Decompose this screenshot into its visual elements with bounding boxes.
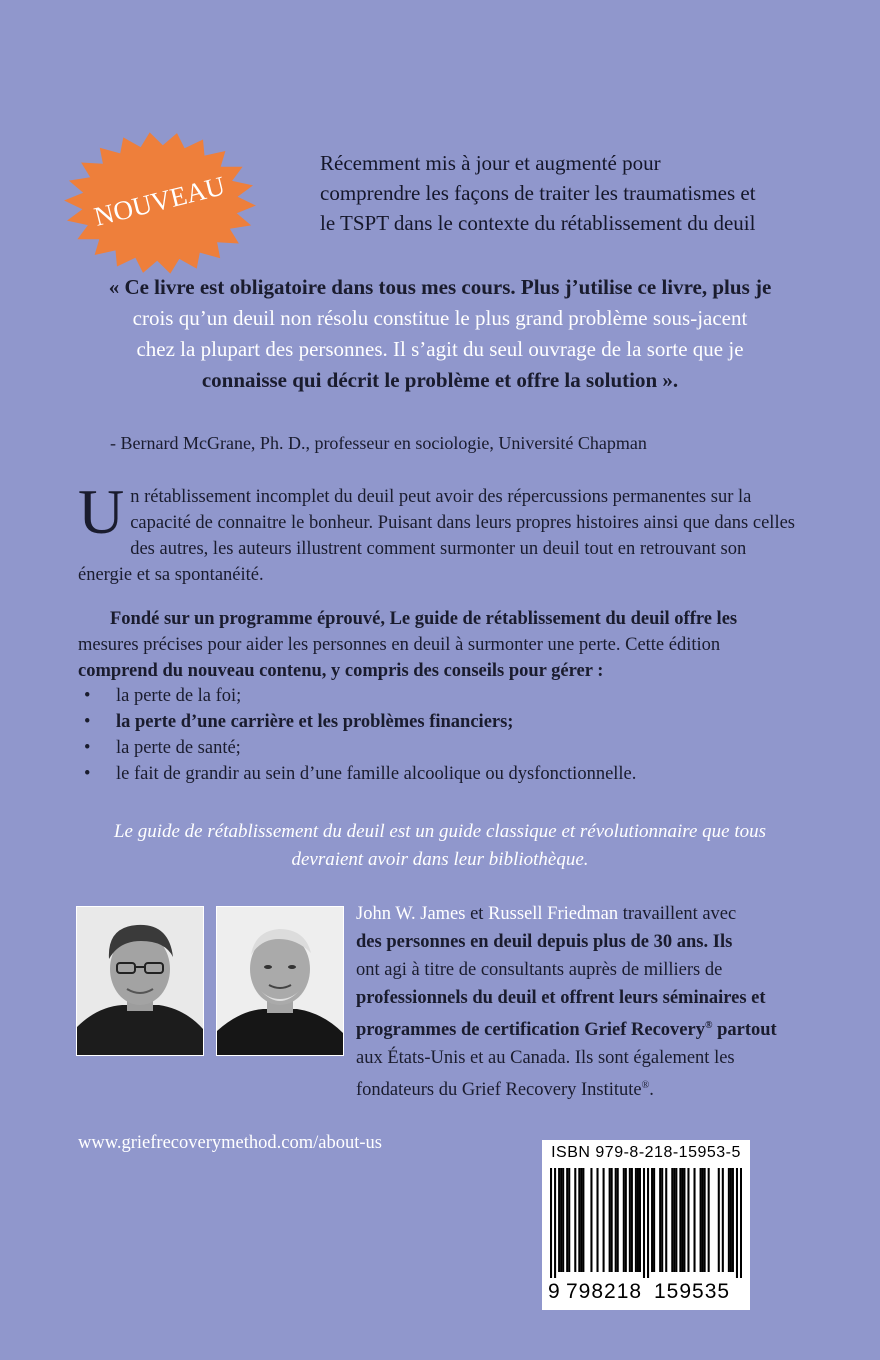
portrait-image [217, 907, 343, 1055]
drop-cap: U [78, 476, 125, 547]
badge-text: NOUVEAU [91, 170, 228, 232]
barcode-bar [675, 1168, 677, 1272]
portrait-image [77, 907, 203, 1055]
classic-statement [60, 818, 820, 874]
program-line-2: mesures précises pour aider les personnes en deuil à surmonter une perte. Cette édition [78, 635, 721, 655]
barcode-bar [651, 1168, 653, 1272]
barcode-bar [566, 1168, 568, 1272]
barcode-bar [623, 1168, 625, 1272]
barcode-bar [625, 1168, 627, 1272]
barcode-bar [578, 1168, 580, 1272]
bullet-marker: • [84, 686, 91, 706]
barcode-bar [704, 1168, 706, 1272]
barcode-bar [659, 1168, 661, 1272]
barcode-bar [661, 1168, 663, 1272]
starburst-shape [62, 128, 258, 278]
barcode-bar [730, 1168, 732, 1272]
barcode-bar [560, 1168, 562, 1272]
barcode-bar [574, 1168, 576, 1272]
barcode-bar [718, 1168, 720, 1272]
barcode-bar [603, 1168, 605, 1272]
barcode-bar [617, 1168, 619, 1272]
barcode-bar [647, 1168, 649, 1278]
barcode-bar [582, 1168, 584, 1272]
barcode-bar [708, 1168, 710, 1272]
quote-line-1: « Ce livre est obligatoire dans tous mes cours. Plus j’utilise ce livre, plus je [108, 275, 772, 299]
barcode-bar [558, 1168, 560, 1272]
list-item: • le fait de grandir au sein d’une famille alcoolique ou dysfonctionnelle. [78, 761, 636, 787]
barcode-digits-right: 159535 [654, 1280, 731, 1303]
barcode-bar [590, 1168, 592, 1272]
barcode-bar [740, 1168, 742, 1278]
intro-line-2: comprendre les façons de traiter les traumatismes et [320, 181, 756, 205]
author-name-1: John W. James [356, 904, 466, 924]
barcode-bars [550, 1168, 742, 1278]
barcode-bar [562, 1168, 564, 1272]
barcode-bar [728, 1168, 730, 1272]
barcode-bar [687, 1168, 689, 1272]
barcode-bar [596, 1168, 598, 1272]
topics-list [78, 683, 636, 787]
barcode-bar [681, 1168, 683, 1272]
barcode-bar [693, 1168, 695, 1272]
author-name-2: Russell Friedman [488, 904, 619, 924]
barcode-bar [629, 1168, 631, 1272]
barcode-bar [700, 1168, 702, 1272]
barcode-bar [671, 1168, 673, 1272]
barcode-bar [637, 1168, 639, 1272]
barcode-bar [568, 1168, 570, 1272]
isbn-barcode [542, 1140, 750, 1310]
intro-line-1: Récemment mis à jour et augmenté pour [320, 151, 661, 175]
quote-line-2: crois qu’un deuil non résolu constitue le plus grand problème sous-jacent [132, 306, 748, 330]
program-bold-line-1: Fondé sur un programme éprouvé, Le guide de rétablissement du deuil offre les [110, 609, 738, 629]
bullet-marker: • [84, 738, 91, 758]
author-photo-john-james [76, 906, 204, 1056]
barcode-bar [702, 1168, 704, 1272]
quote-line-3: chez la plupart des personnes. Il s’agit du seul ouvrage de la sorte que je [136, 337, 744, 361]
program-paragraph [78, 606, 778, 684]
description-text: n rétablissement incomplet du deuil peut avoir des répercussions permanentes sur la capacité de connaitre le bonheur. Puisant dans leurs propres histoires ainsi que dans celles des autres, les auteurs illustrent comment surmonter un deuil tout en retrouvant son énergie et sa spontanéité. [78, 487, 795, 585]
barcode-bar [643, 1168, 645, 1278]
barcode-bar [736, 1168, 738, 1278]
barcode-digits-left: 798218 [566, 1280, 643, 1303]
barcode-bar [631, 1168, 633, 1272]
registered-mark: ® [704, 1020, 713, 1031]
barcode-bar [673, 1168, 675, 1272]
barcode-bar [639, 1168, 641, 1272]
barcode-bar [665, 1168, 667, 1272]
barcode-bar [611, 1168, 613, 1272]
registered-mark: ® [641, 1080, 650, 1092]
barcode-lead-digit: 9 [548, 1280, 561, 1303]
bullet-marker: • [84, 712, 91, 732]
barcode-bar [615, 1168, 617, 1272]
website-url[interactable]: www.griefrecoverymethod.com/about-us [78, 1133, 382, 1153]
barcode-bar [722, 1168, 724, 1272]
barcode-bar [609, 1168, 611, 1272]
barcode-bar [554, 1168, 556, 1278]
barcode-bar [550, 1168, 552, 1278]
description-paragraph [78, 476, 798, 588]
intro-line-3: le TSPT dans le contexte du rétablissement du deuil [320, 211, 756, 235]
nouveau-badge [62, 128, 258, 278]
bullet-marker: • [84, 764, 91, 784]
isbn-label: ISBN 979-8-218-15953-5 [551, 1144, 741, 1161]
author-photo-russell-friedman [216, 906, 344, 1056]
classic-line-2: devraient avoir dans leur bibliothèque. [291, 849, 589, 870]
barcode-bar [635, 1168, 637, 1272]
quote-line-4: connaisse qui décrit le problème et offre la solution ». [201, 368, 679, 392]
list-item: • la perte de santé; [78, 735, 636, 761]
list-item: • la perte de la foi; [78, 683, 636, 709]
barcode-bar [653, 1168, 655, 1272]
barcode-bar [732, 1168, 734, 1272]
intro-text [320, 148, 840, 238]
barcode-bar [580, 1168, 582, 1272]
barcode-bar [679, 1168, 681, 1272]
program-bold-line-3: comprend du nouveau contenu, y compris des conseils pour gérer : [78, 661, 604, 681]
barcode-bar [683, 1168, 685, 1272]
quote-attribution: - Bernard McGrane, Ph. D., professeur en sociologie, Université Chapman [110, 433, 647, 453]
classic-line-1: Le guide de rétablissement du deuil est un guide classique et révolutionnaire que tous [113, 821, 767, 842]
list-item: • la perte d’une carrière et les problèmes financiers; [78, 709, 636, 735]
authors-bio: John W. James et Russell Friedman travaillent avec des personnes en deuil depuis plus de 30 ans. Ils ont agi à titre de consultants auprès de milliers de professionnels du deuil et offrent leurs séminaires et programmes de certification Grief Recovery® partout aux États-Unis et au Canada. Ils sont également les fondateurs du Grief Recovery Institute®. [356, 904, 777, 1101]
testimonial-quote [60, 272, 820, 396]
